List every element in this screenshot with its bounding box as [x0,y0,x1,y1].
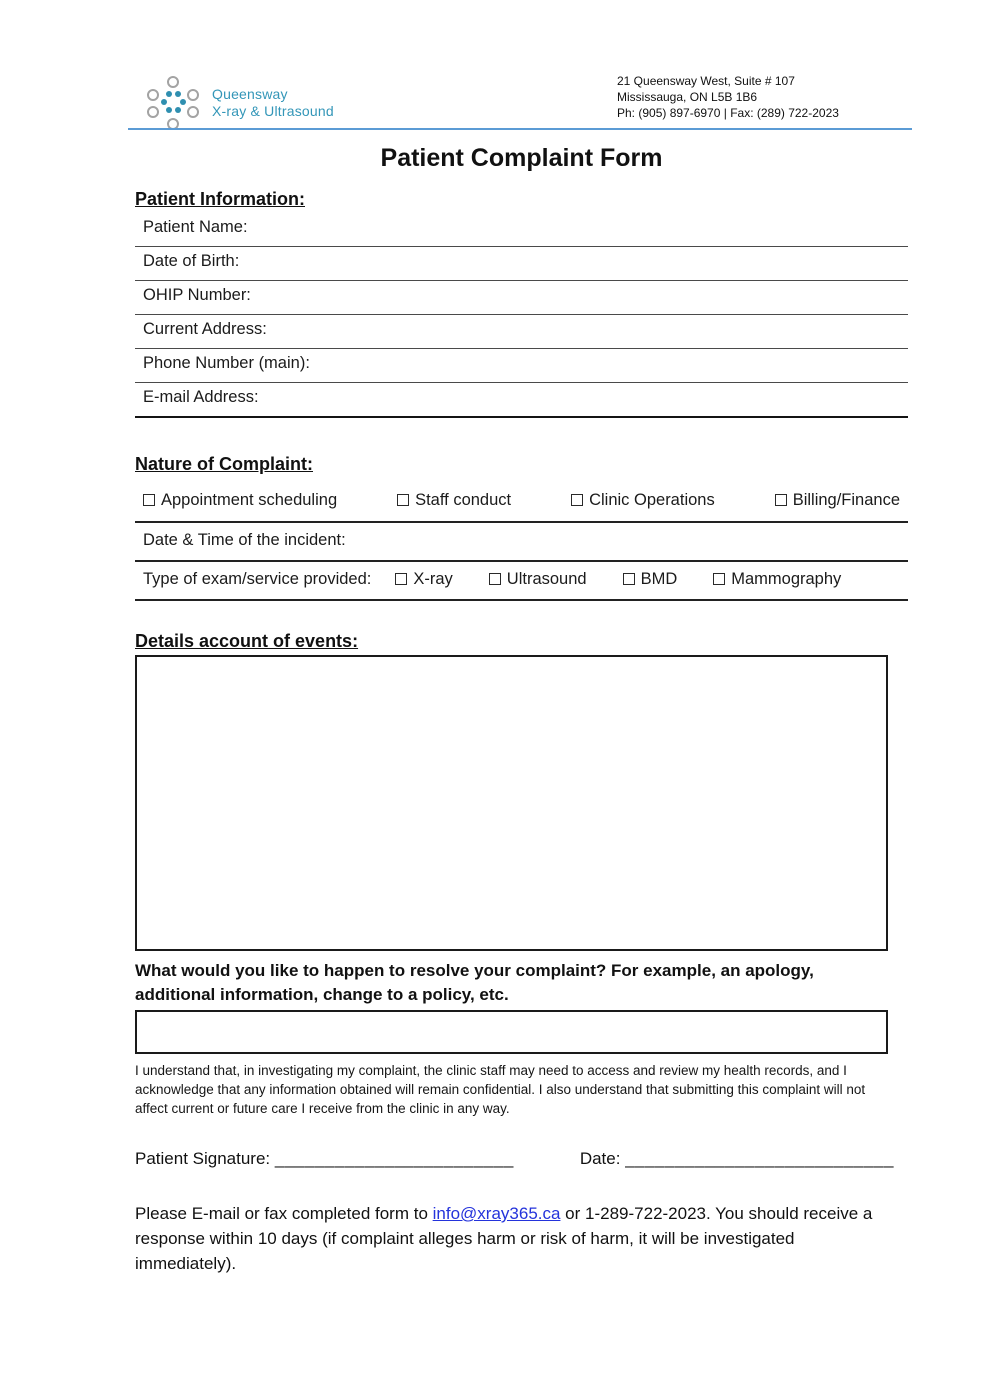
header [0,0,1000,130]
option-clinic-operations [571,491,715,510]
field-phone-number-label: Phone Number (main): [143,354,310,372]
field-ohip-number[interactable] [135,281,908,315]
option-billing-finance [775,491,900,510]
field-patient-name-label: Patient Name: [143,218,248,236]
checkbox-clinic-operations[interactable] [571,494,583,506]
field-date-of-birth-label: Date of Birth: [143,252,240,270]
field-ohip-number-label: OHIP Number: [143,286,251,304]
clinic-logo-text [212,86,334,120]
date-label: Date: [579,1149,621,1168]
field-incident-datetime[interactable] [135,523,908,562]
checkbox-ultrasound[interactable] [489,573,501,585]
email-link[interactable]: info@xray365.ca [432,1204,561,1223]
field-current-address[interactable] [135,315,908,349]
disclaimer-text: I understand that, in investigating my complaint, the clinic staff may need to access and review my health records, and I acknowledge that any information obtained will remain confidential. I also understand that submitting this complaint will not affect current or future care I receive from the clinic in any way. [135,1063,866,1116]
page-title: Patient Complaint Form [380,144,663,172]
option-clinic-operations-label: Clinic Operations [589,491,715,509]
patient-information-heading: Patient Information: [135,189,305,209]
clinic-logo-icon [145,76,203,130]
header-divider [128,128,912,130]
instructions-after-link: or 1-289-722-2023. You should receive a response within 10 days (if complaint alleges harm or risk of harm, it will be investigated immediately). [135,1204,873,1273]
option-bmd [623,570,678,589]
option-billing-finance-label: Billing/Finance [792,491,900,509]
checkbox-mammography[interactable] [713,573,725,585]
exam-service-row [135,562,908,601]
field-email-address-label: E-mail Address: [143,388,259,406]
resolution-textarea[interactable] [135,1010,888,1054]
option-ultrasound-label: Ultrasound [506,570,587,588]
signature-label: Patient Signature: [135,1149,271,1168]
field-date-of-birth[interactable] [135,247,908,281]
clinic-name-line2: X-ray & Ultrasound [212,103,334,119]
option-bmd-label: BMD [640,570,678,588]
nature-options-row [135,475,908,523]
submission-instructions [135,1201,880,1276]
option-mammography-label: Mammography [731,570,842,588]
date-group [580,1149,894,1169]
signature-line[interactable]: ________________________ [274,1149,514,1168]
field-current-address-label: Current Address: [143,320,267,338]
field-email-address[interactable] [135,383,908,418]
checkbox-bmd[interactable] [623,573,635,585]
date-line[interactable]: ___________________________ [625,1149,894,1168]
option-appointment-scheduling [143,491,337,510]
details-textarea[interactable] [135,655,888,951]
resolution-question: What would you like to happen to resolve your complaint? For example, an apology, additional information, change to a policy, etc. [135,961,814,1004]
option-mammography [713,570,841,589]
details-heading: Details account of events: [135,631,359,651]
instructions-before-link: Please E-mail or fax completed form to [135,1204,433,1223]
clinic-phone-fax: Ph: (905) 897-6970 | Fax: (289) 722-2023 [617,106,839,120]
option-staff-conduct [397,491,511,510]
checkbox-billing-finance[interactable] [775,494,787,506]
field-patient-name[interactable] [135,213,908,247]
nature-of-complaint-heading: Nature of Complaint: [135,454,313,474]
exam-service-label: Type of exam/service provided: [143,570,372,588]
field-phone-number[interactable] [135,349,908,383]
clinic-address-city: Mississauga, ON L5B 1B6 [617,90,758,104]
option-xray-label: X-ray [413,570,453,588]
clinic-address-block [617,73,839,121]
checkbox-xray[interactable] [395,573,407,585]
clinic-logo [145,76,334,130]
clinic-address-street: 21 Queensway West, Suite # 107 [617,74,795,88]
signature-group [135,1149,514,1169]
checkbox-staff-conduct[interactable] [397,494,409,506]
form-content [135,140,908,1276]
option-xray [395,570,452,589]
option-appointment-scheduling-label: Appointment scheduling [161,491,338,509]
signature-row [135,1149,908,1169]
checkbox-appointment-scheduling[interactable] [143,494,155,506]
patient-information-table [135,213,908,418]
option-staff-conduct-label: Staff conduct [415,491,512,509]
option-ultrasound [489,570,587,589]
field-incident-datetime-label: Date & Time of the incident: [143,531,346,549]
clinic-name-line1: Queensway [212,86,288,102]
